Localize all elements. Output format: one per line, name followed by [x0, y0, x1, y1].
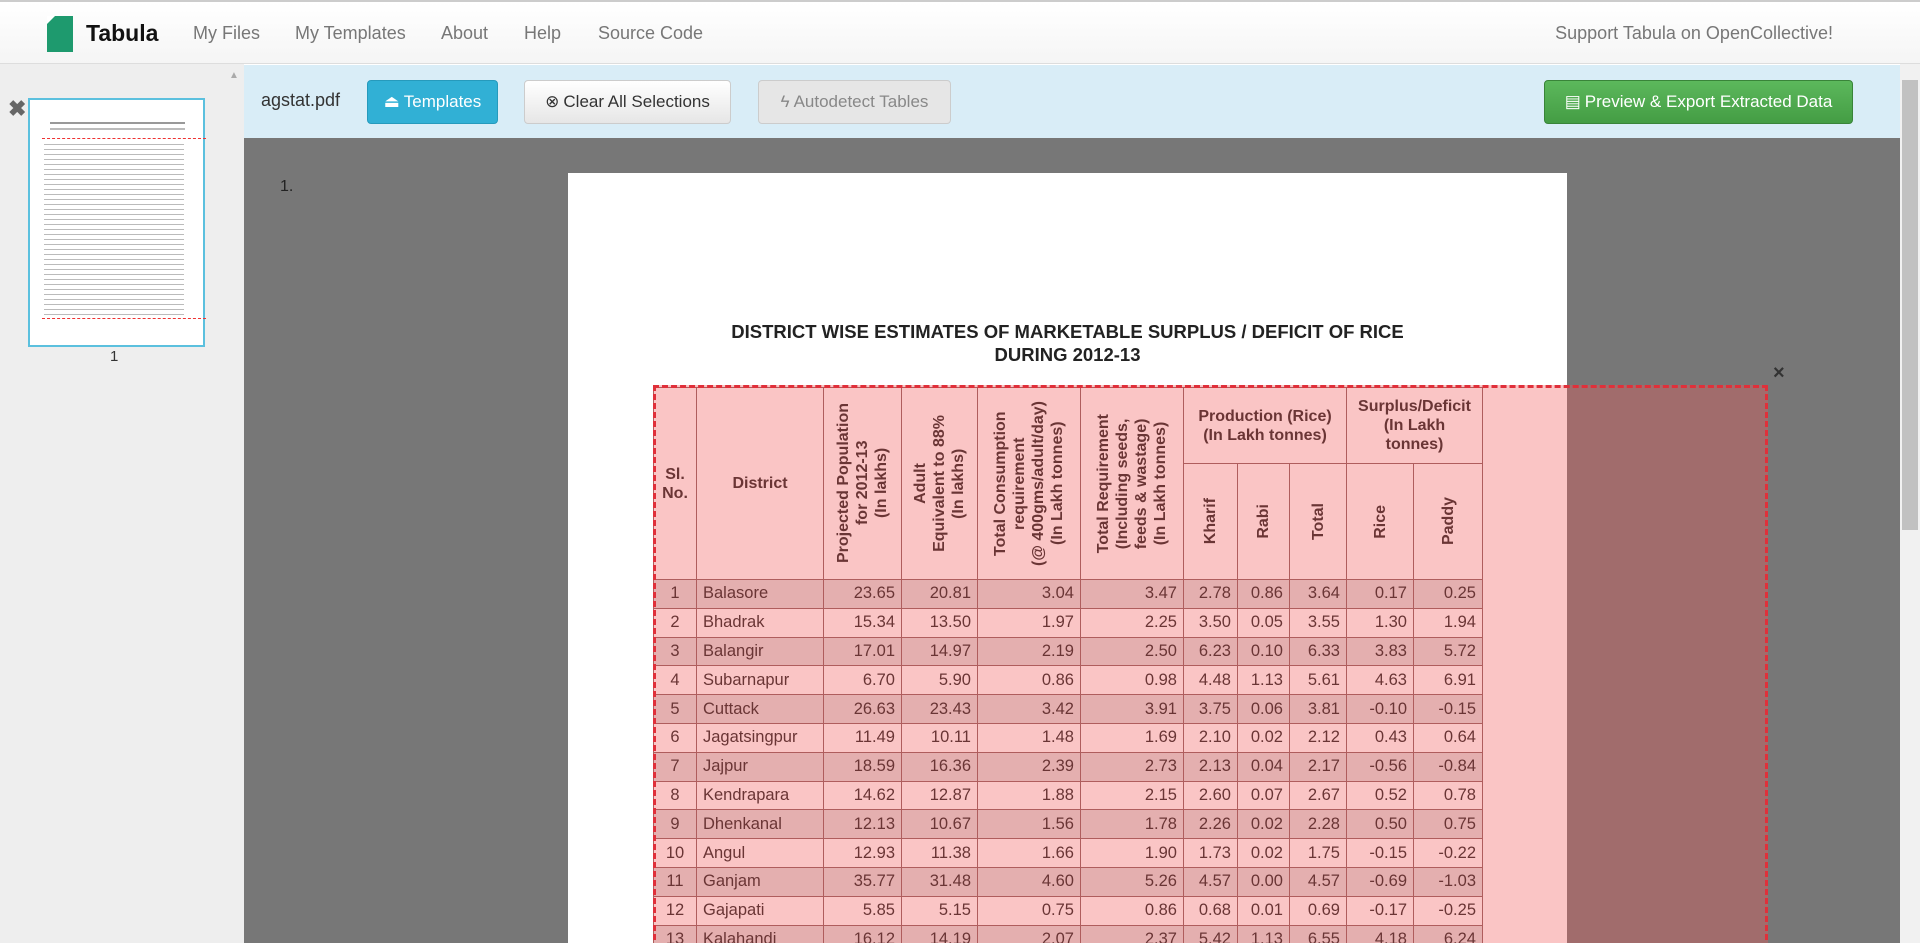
cell-value: 0.50 — [1347, 810, 1414, 839]
cell-value: 1.48 — [978, 723, 1081, 752]
cell-value: 23.65 — [824, 580, 902, 609]
cell-value: 0.02 — [1238, 839, 1290, 868]
thumbnail-selection — [42, 138, 206, 319]
cell-district: Bhadrak — [697, 608, 824, 637]
cell-value: 10.11 — [902, 723, 978, 752]
cell-value: 2.10 — [1184, 723, 1238, 752]
cell-value: 14.97 — [902, 637, 978, 666]
cell-value: 5.42 — [1184, 925, 1238, 943]
cell-value: 0.02 — [1238, 810, 1290, 839]
cell-value: 4.57 — [1184, 867, 1238, 896]
cell-value: 17.01 — [824, 637, 902, 666]
cell-district: Gajapati — [697, 896, 824, 925]
cell-value: 0.17 — [1347, 580, 1414, 609]
cell-district: Cuttack — [697, 695, 824, 724]
cell-sl: 13 — [654, 925, 697, 943]
clear-selections-button[interactable] — [524, 80, 731, 124]
cell-value: 4.48 — [1184, 666, 1238, 695]
nav-my-files[interactable]: My Files — [193, 23, 260, 43]
nav-about[interactable]: About — [441, 23, 489, 43]
cell-value: 2.78 — [1184, 580, 1238, 609]
header-production: Production (Rice) (In Lakh tonnes) — [1184, 388, 1347, 464]
cell-value: -0.15 — [1347, 839, 1414, 868]
filename: agstat.pdf — [261, 90, 341, 110]
scroll-up-icon[interactable]: ▲ — [229, 70, 239, 81]
cell-value: 2.37 — [1081, 925, 1184, 943]
cell-district: Balangir — [697, 637, 824, 666]
cell-sl: 4 — [654, 666, 697, 695]
cell-value: 10.67 — [902, 810, 978, 839]
cell-value: 3.91 — [1081, 695, 1184, 724]
cell-sl: 10 — [654, 839, 697, 868]
cell-value: 1.13 — [1238, 666, 1290, 695]
cell-value: 1.56 — [978, 810, 1081, 839]
cell-value: 5.61 — [1290, 666, 1347, 695]
cell-district: Angul — [697, 839, 824, 868]
cell-sl: 1 — [654, 580, 697, 609]
cell-value: 3.75 — [1184, 695, 1238, 724]
cell-value: 3.47 — [1081, 580, 1184, 609]
cell-value: 3.50 — [1184, 608, 1238, 637]
cell-value: 0.86 — [1081, 896, 1184, 925]
cell-value: -0.25 — [1414, 896, 1483, 925]
cell-value: 6.23 — [1184, 637, 1238, 666]
cell-value: 31.48 — [902, 867, 978, 896]
table-icon: ▤ — [1564, 92, 1581, 111]
cell-value: 15.34 — [824, 608, 902, 637]
cell-value: 0.98 — [1081, 666, 1184, 695]
page-thumbnail[interactable] — [28, 98, 205, 347]
cell-value: 11.38 — [902, 839, 978, 868]
header-population: Projected Population for 2012-13 (In lakhs) — [824, 388, 902, 580]
cell-value: 1.66 — [978, 839, 1081, 868]
cell-district: Jajpur — [697, 752, 824, 781]
cell-value: 2.25 — [1081, 608, 1184, 637]
cell-value: 0.86 — [978, 666, 1081, 695]
templates-button[interactable] — [367, 80, 498, 124]
cell-value: 2.60 — [1184, 781, 1238, 810]
cell-value: 1.90 — [1081, 839, 1184, 868]
cell-value: 3.64 — [1290, 580, 1347, 609]
cell-sl: 6 — [654, 723, 697, 752]
header-adult: Adult Equivalent to 88% (In lakhs) — [902, 388, 978, 580]
remove-page-icon[interactable]: ✖ — [8, 96, 27, 121]
cell-value: 0.43 — [1347, 723, 1414, 752]
cell-value: 2.50 — [1081, 637, 1184, 666]
cell-value: 12.93 — [824, 839, 902, 868]
cell-sl: 8 — [654, 781, 697, 810]
cell-value: 2.17 — [1290, 752, 1347, 781]
cell-value: 0.00 — [1238, 867, 1290, 896]
cell-value: 3.81 — [1290, 695, 1347, 724]
autodetect-tables-button[interactable] — [758, 80, 951, 124]
cell-value: 0.75 — [1414, 810, 1483, 839]
cell-value: -0.56 — [1347, 752, 1414, 781]
cell-value: -0.69 — [1347, 867, 1414, 896]
cell-district: Kendrapara — [697, 781, 824, 810]
cell-value: 14.19 — [902, 925, 978, 943]
close-selection-icon[interactable]: × — [1773, 362, 1785, 384]
cell-value: 4.63 — [1347, 666, 1414, 695]
cell-value: 2.12 — [1290, 723, 1347, 752]
cell-value: -0.84 — [1414, 752, 1483, 781]
cell-value: 0.02 — [1238, 723, 1290, 752]
header-paddy: Paddy — [1414, 464, 1483, 580]
cell-value: 5.72 — [1414, 637, 1483, 666]
cell-value: 16.36 — [902, 752, 978, 781]
cell-value: 2.13 — [1184, 752, 1238, 781]
cell-district: Dhenkanal — [697, 810, 824, 839]
thumbnail-page-label: 1 — [110, 348, 119, 365]
cell-value: 11.49 — [824, 723, 902, 752]
cell-value: 0.86 — [1238, 580, 1290, 609]
cell-value: 16.12 — [824, 925, 902, 943]
cell-value: 2.19 — [978, 637, 1081, 666]
header-surplus: Surplus/Deficit (In Lakh tonnes) — [1347, 388, 1483, 464]
cell-value: 0.52 — [1347, 781, 1414, 810]
cell-value: 35.77 — [824, 867, 902, 896]
cell-district: Ganjam — [697, 867, 824, 896]
cell-value: 0.07 — [1238, 781, 1290, 810]
cell-value: 6.33 — [1290, 637, 1347, 666]
clear-icon: ⊗ — [545, 92, 560, 111]
cell-value: 20.81 — [902, 580, 978, 609]
cell-value: 0.10 — [1238, 637, 1290, 666]
thumbnail-title — [50, 122, 185, 130]
preview-label: Preview & Export Extracted Data — [1584, 92, 1833, 111]
cell-value: 1.13 — [1238, 925, 1290, 943]
cell-value: 4.57 — [1290, 867, 1347, 896]
cell-value: -0.22 — [1414, 839, 1483, 868]
cell-value: 2.67 — [1290, 781, 1347, 810]
header-total: Total — [1290, 464, 1347, 580]
cell-value: 6.55 — [1290, 925, 1347, 943]
document-viewer — [244, 138, 1900, 943]
cell-value: 0.75 — [978, 896, 1081, 925]
cell-value: 13.50 — [902, 608, 978, 637]
cell-value: 5.15 — [902, 896, 978, 925]
cell-value: -1.03 — [1414, 867, 1483, 896]
cell-value: -0.10 — [1347, 695, 1414, 724]
cell-value: -0.15 — [1414, 695, 1483, 724]
cell-value: 12.87 — [902, 781, 978, 810]
cell-value: 5.26 — [1081, 867, 1184, 896]
header-requirement: Total Requirement (Including seeds, feeds & wastage) (In Lakh tonnes) — [1081, 388, 1184, 580]
cell-value: 2.15 — [1081, 781, 1184, 810]
cell-value: 23.43 — [902, 695, 978, 724]
cell-value: 4.18 — [1347, 925, 1414, 943]
cell-sl: 9 — [654, 810, 697, 839]
cell-value: 1.88 — [978, 781, 1081, 810]
cell-value: 6.24 — [1414, 925, 1483, 943]
nav-support[interactable]: Support Tabula on OpenCollective! — [1555, 23, 1833, 43]
cell-value: 0.06 — [1238, 695, 1290, 724]
preview-export-button[interactable] — [1544, 80, 1853, 124]
tabula-logo-icon[interactable] — [47, 16, 73, 52]
cell-value: 2.28 — [1290, 810, 1347, 839]
cell-district: Balasore — [697, 580, 824, 609]
header-consumption: Total Consumption requirement (@ 400gms/adult/day) (In Lakh tonnes) — [978, 388, 1081, 580]
cell-value: 18.59 — [824, 752, 902, 781]
cell-value: 2.39 — [978, 752, 1081, 781]
cell-value: 2.73 — [1081, 752, 1184, 781]
cell-value: 0.64 — [1414, 723, 1483, 752]
cell-value: 3.42 — [978, 695, 1081, 724]
doc-title-line1: DISTRICT WISE ESTIMATES OF MARKETABLE SURPLUS / DEFICIT OF RICE — [731, 321, 1404, 342]
cell-sl: 5 — [654, 695, 697, 724]
cell-value: 14.62 — [824, 781, 902, 810]
doc-title-line2: DURING 2012-13 — [994, 344, 1141, 365]
lightning-icon: ϟ — [780, 92, 790, 111]
cell-value: 3.55 — [1290, 608, 1347, 637]
cell-value: 1.97 — [978, 608, 1081, 637]
scrollbar-thumb[interactable] — [1902, 80, 1918, 530]
cell-sl: 12 — [654, 896, 697, 925]
cell-sl: 7 — [654, 752, 697, 781]
cell-value: 0.05 — [1238, 608, 1290, 637]
cell-value: 5.90 — [902, 666, 978, 695]
nav-my-templates[interactable]: My Templates — [295, 23, 406, 43]
cell-value: 0.25 — [1414, 580, 1483, 609]
cell-value: 1.75 — [1290, 839, 1347, 868]
cell-value: 0.78 — [1414, 781, 1483, 810]
header-sl: Sl. No. — [654, 388, 697, 580]
templates-label: Templates — [403, 92, 482, 111]
toolbar — [244, 65, 1900, 138]
cell-value: 1.69 — [1081, 723, 1184, 752]
cell-district: Jagatsingpur — [697, 723, 824, 752]
nav-source-code[interactable]: Source Code — [598, 23, 704, 43]
cell-value: 12.13 — [824, 810, 902, 839]
cell-value: 0.01 — [1238, 896, 1290, 925]
cell-sl: 2 — [654, 608, 697, 637]
header-rice: Rice — [1347, 464, 1414, 580]
autodetect-label: Autodetect Tables — [793, 92, 929, 111]
cell-value: 6.91 — [1414, 666, 1483, 695]
cell-value: 1.30 — [1347, 608, 1414, 637]
brand[interactable]: Tabula — [86, 20, 159, 46]
clear-label: Clear All Selections — [563, 92, 710, 111]
cell-value: 3.04 — [978, 580, 1081, 609]
cell-value: 0.04 — [1238, 752, 1290, 781]
cell-value: 0.68 — [1184, 896, 1238, 925]
page-number: 1. — [280, 178, 294, 195]
cell-sl: 3 — [654, 637, 697, 666]
nav-help[interactable]: Help — [524, 23, 562, 43]
cell-value: 6.70 — [824, 666, 902, 695]
cell-value: 1.94 — [1414, 608, 1483, 637]
cell-district: Subarnapur — [697, 666, 824, 695]
table-selection[interactable] — [653, 385, 1768, 943]
navbar — [0, 0, 1920, 64]
cell-value: 0.69 — [1290, 896, 1347, 925]
cell-value: 5.85 — [824, 896, 902, 925]
header-district: District — [697, 388, 824, 580]
templates-icon: ⏏ — [383, 92, 400, 111]
cell-value: 1.73 — [1184, 839, 1238, 868]
header-rabi: Rabi — [1238, 464, 1290, 580]
cell-value: 3.83 — [1347, 637, 1414, 666]
cell-value: 4.60 — [978, 867, 1081, 896]
cell-value: 1.78 — [1081, 810, 1184, 839]
header-kharif: Kharif — [1184, 464, 1238, 580]
cell-sl: 11 — [654, 867, 697, 896]
cell-value: 2.07 — [978, 925, 1081, 943]
cell-value: -0.17 — [1347, 896, 1414, 925]
cell-value: 2.26 — [1184, 810, 1238, 839]
cell-district: Kalahandi — [697, 925, 824, 943]
cell-value: 26.63 — [824, 695, 902, 724]
